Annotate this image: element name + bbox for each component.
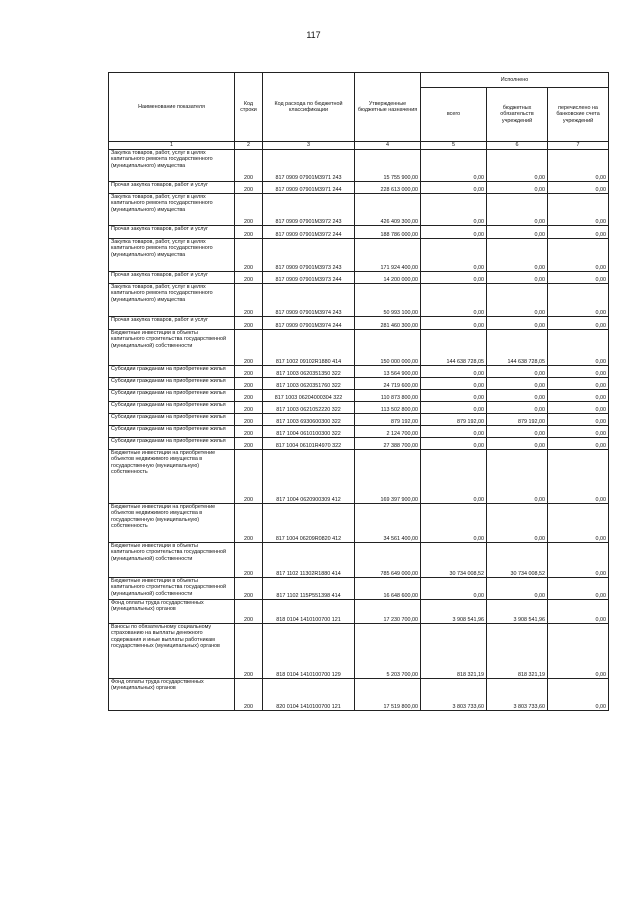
- row-total: 0,00: [421, 390, 487, 402]
- row-name: Закупка товаров, работ, услуг в целях капитального ремонта государственного (муниципального) имущества: [109, 194, 235, 226]
- row-obligations: 0,00: [487, 438, 548, 450]
- table-row: [109, 450, 609, 504]
- row-name: Субсидии гражданам на приобретение жилья: [109, 414, 235, 426]
- header-total: всего: [421, 88, 487, 142]
- row-obligations: 0,00: [487, 317, 548, 330]
- table-row: [109, 402, 609, 414]
- row-kbk: 817 0909 07901M3971 243: [263, 150, 355, 182]
- row-code: 200: [235, 284, 263, 317]
- row-approved: 228 613 000,00: [355, 182, 421, 194]
- row-obligations: 879 192,00: [487, 414, 548, 426]
- row-total: 3 803 733,60: [421, 679, 487, 711]
- row-name: Прочая закупка товаров, работ и услуг: [109, 182, 235, 194]
- table-row: [109, 578, 609, 600]
- row-total: 0,00: [421, 426, 487, 438]
- row-name: Бюджетные инвестиции в объекты капитального строительства государственной (муниципальной) собственности: [109, 578, 235, 600]
- row-obligations: 0,00: [487, 284, 548, 317]
- row-obligations: 0,00: [487, 366, 548, 378]
- row-name: Закупка товаров, работ, услуг в целях капитального ремонта государственного (муниципального) имущества: [109, 239, 235, 272]
- row-name: Субсидии гражданам на приобретение жилья: [109, 402, 235, 414]
- column-number: 3: [263, 142, 355, 150]
- column-number: 1: [109, 142, 235, 150]
- row-name: Закупка товаров, работ, услуг в целях капитального ремонта государственного (муниципального) имущества: [109, 150, 235, 182]
- row-kbk: 820 0104 1410100700 121: [263, 679, 355, 711]
- table-row: [109, 366, 609, 378]
- row-code: 200: [235, 414, 263, 426]
- table-row: [109, 414, 609, 426]
- row-approved: 426 409 300,00: [355, 194, 421, 226]
- row-obligations: 0,00: [487, 182, 548, 194]
- table-row: [109, 438, 609, 450]
- row-total: 0,00: [421, 438, 487, 450]
- row-name: Фонд оплаты труда государственных (муниципальных) органов: [109, 679, 235, 711]
- row-total: 0,00: [421, 578, 487, 600]
- row-transferred: 0,00: [548, 226, 609, 239]
- row-transferred: 0,00: [548, 543, 609, 578]
- row-code: 200: [235, 402, 263, 414]
- row-total: 3 908 541,96: [421, 600, 487, 624]
- row-obligations: 0,00: [487, 194, 548, 226]
- table-row: [109, 504, 609, 543]
- row-total: 144 638 728,05: [421, 330, 487, 366]
- row-obligations: 0,00: [487, 272, 548, 284]
- row-total: 818 321,19: [421, 624, 487, 679]
- row-total: 0,00: [421, 504, 487, 543]
- header-budget-obligations: бюджетных обязательств учреждений: [487, 88, 548, 142]
- row-kbk: 817 1003 0620351760 322: [263, 378, 355, 390]
- row-obligations: 818 321,19: [487, 624, 548, 679]
- row-total: 0,00: [421, 272, 487, 284]
- row-code: 200: [235, 543, 263, 578]
- table-row: [109, 543, 609, 578]
- row-total: 0,00: [421, 284, 487, 317]
- row-name: Бюджетные инвестиции в объекты капитального строительства государственной (муниципальной) собственности: [109, 330, 235, 366]
- row-kbk: 817 1004 0610100300 322: [263, 426, 355, 438]
- row-code: 200: [235, 600, 263, 624]
- row-approved: 169 397 900,00: [355, 450, 421, 504]
- row-total: 0,00: [421, 239, 487, 272]
- row-approved: 110 873 800,00: [355, 390, 421, 402]
- row-approved: 5 203 700,00: [355, 624, 421, 679]
- row-kbk: 817 1004 06209R0820 412: [263, 504, 355, 543]
- execution-report-table: [108, 72, 609, 711]
- table-row: [109, 426, 609, 438]
- row-kbk: 817 0909 07901M3972 244: [263, 226, 355, 239]
- row-transferred: 0,00: [548, 426, 609, 438]
- row-name: Бюджетные инвестиции на приобретение объектов недвижимого имущества в государственную (муниципальную) собственность: [109, 450, 235, 504]
- row-kbk: 817 1002 09102R1880 414: [263, 330, 355, 366]
- row-kbk: 818 0104 1410100700 129: [263, 624, 355, 679]
- row-transferred: 0,00: [548, 239, 609, 272]
- row-name: Субсидии гражданам на приобретение жилья: [109, 378, 235, 390]
- row-obligations: 0,00: [487, 504, 548, 543]
- row-transferred: 0,00: [548, 390, 609, 402]
- row-kbk: 817 1003 0620351350 322: [263, 366, 355, 378]
- row-obligations: 3 908 541,96: [487, 600, 548, 624]
- row-obligations: 0,00: [487, 426, 548, 438]
- row-kbk: 817 1102 115P551398 414: [263, 578, 355, 600]
- table-row: [109, 272, 609, 284]
- row-approved: 27 388 700,00: [355, 438, 421, 450]
- row-code: 200: [235, 366, 263, 378]
- row-transferred: 0,00: [548, 450, 609, 504]
- row-total: 0,00: [421, 226, 487, 239]
- column-number: 2: [235, 142, 263, 150]
- row-obligations: 0,00: [487, 150, 548, 182]
- table-row: [109, 284, 609, 317]
- row-code: 200: [235, 150, 263, 182]
- row-name: Прочая закупка товаров, работ и услуг: [109, 226, 235, 239]
- row-obligations: 3 803 733,60: [487, 679, 548, 711]
- row-kbk: 817 0909 07901M3973 244: [263, 272, 355, 284]
- row-transferred: 0,00: [548, 402, 609, 414]
- row-transferred: 0,00: [548, 679, 609, 711]
- row-obligations: 0,00: [487, 450, 548, 504]
- row-obligations: 0,00: [487, 578, 548, 600]
- row-obligations: 0,00: [487, 390, 548, 402]
- column-number: 4: [355, 142, 421, 150]
- row-total: 0,00: [421, 150, 487, 182]
- row-code: 200: [235, 272, 263, 284]
- row-code: 200: [235, 438, 263, 450]
- row-approved: 188 786 000,00: [355, 226, 421, 239]
- table-row: [109, 390, 609, 402]
- row-approved: 879 192,00: [355, 414, 421, 426]
- row-name: Субсидии гражданам на приобретение жилья: [109, 366, 235, 378]
- row-total: 0,00: [421, 378, 487, 390]
- row-kbk: 817 1003 6930600300 322: [263, 414, 355, 426]
- row-approved: 15 755 900,00: [355, 150, 421, 182]
- row-code: 200: [235, 504, 263, 543]
- header-code: Код строки: [235, 73, 263, 142]
- row-approved: 24 719 600,00: [355, 378, 421, 390]
- row-kbk: 817 0909 07901M3972 243: [263, 194, 355, 226]
- row-approved: 2 124 700,00: [355, 426, 421, 438]
- row-code: 200: [235, 226, 263, 239]
- row-approved: 14 200 000,00: [355, 272, 421, 284]
- row-kbk: 818 0104 1410100700 121: [263, 600, 355, 624]
- column-number: 6: [487, 142, 548, 150]
- row-code: 200: [235, 426, 263, 438]
- table-row: [109, 194, 609, 226]
- row-code: 200: [235, 679, 263, 711]
- row-total: 0,00: [421, 402, 487, 414]
- row-transferred: 0,00: [548, 150, 609, 182]
- row-obligations: 0,00: [487, 239, 548, 272]
- row-name: Закупка товаров, работ, услуг в целях капитального ремонта государственного (муниципального) имущества: [109, 284, 235, 317]
- row-total: 0,00: [421, 194, 487, 226]
- row-total: 0,00: [421, 366, 487, 378]
- row-approved: 171 924 400,00: [355, 239, 421, 272]
- row-code: 200: [235, 578, 263, 600]
- row-approved: 13 564 900,00: [355, 366, 421, 378]
- row-name: Субсидии гражданам на приобретение жилья: [109, 426, 235, 438]
- header-transferred: перечислено на банковские счета учреждений: [548, 88, 609, 142]
- row-code: 200: [235, 317, 263, 330]
- row-name: Фонд оплаты труда государственных (муниципальных) органов: [109, 600, 235, 624]
- row-name: Субсидии гражданам на приобретение жилья: [109, 438, 235, 450]
- page-number: 117: [306, 30, 321, 40]
- row-total: 0,00: [421, 317, 487, 330]
- header-name: Наименование показателя: [109, 73, 235, 142]
- row-code: 200: [235, 624, 263, 679]
- row-kbk: 817 0909 07901M3973 243: [263, 239, 355, 272]
- row-code: 200: [235, 330, 263, 366]
- table-row: [109, 600, 609, 624]
- row-transferred: 0,00: [548, 504, 609, 543]
- row-approved: 50 993 100,00: [355, 284, 421, 317]
- row-approved: 150 000 000,00: [355, 330, 421, 366]
- row-approved: 16 648 600,00: [355, 578, 421, 600]
- row-kbk: 817 0909 07901M3974 243: [263, 284, 355, 317]
- column-number-row: [109, 142, 609, 150]
- row-transferred: 0,00: [548, 272, 609, 284]
- row-obligations: 0,00: [487, 226, 548, 239]
- row-total: 30 734 008,52: [421, 543, 487, 578]
- row-code: 200: [235, 450, 263, 504]
- row-total: 879 192,00: [421, 414, 487, 426]
- table-row: [109, 182, 609, 194]
- row-name: Бюджетные инвестиции в объекты капитального строительства государственной (муниципальной) собственности: [109, 543, 235, 578]
- table-row: [109, 624, 609, 679]
- row-kbk: 817 1003 06204000304 322: [263, 390, 355, 402]
- row-code: 200: [235, 378, 263, 390]
- row-code: 200: [235, 182, 263, 194]
- row-obligations: 0,00: [487, 402, 548, 414]
- row-transferred: 0,00: [548, 366, 609, 378]
- row-total: 0,00: [421, 182, 487, 194]
- row-code: 200: [235, 239, 263, 272]
- row-transferred: 0,00: [548, 194, 609, 226]
- row-approved: 17 230 700,00: [355, 600, 421, 624]
- row-total: 0,00: [421, 450, 487, 504]
- row-obligations: 144 638 728,05: [487, 330, 548, 366]
- row-approved: 281 460 300,00: [355, 317, 421, 330]
- table-row: [109, 378, 609, 390]
- row-transferred: 0,00: [548, 414, 609, 426]
- table-row: [109, 150, 609, 182]
- row-transferred: 0,00: [548, 578, 609, 600]
- row-kbk: 817 0909 07901M3974 244: [263, 317, 355, 330]
- row-obligations: 0,00: [487, 378, 548, 390]
- row-kbk: 817 1102 11302R1880 414: [263, 543, 355, 578]
- table-row: [109, 226, 609, 239]
- table-row: [109, 679, 609, 711]
- row-transferred: 0,00: [548, 284, 609, 317]
- row-transferred: 0,00: [548, 438, 609, 450]
- header-approved: Утвержденные бюджетные назначения: [355, 73, 421, 142]
- row-transferred: 0,00: [548, 378, 609, 390]
- row-transferred: 0,00: [548, 317, 609, 330]
- column-number: 7: [548, 142, 609, 150]
- row-approved: 785 649 000,00: [355, 543, 421, 578]
- row-code: 200: [235, 390, 263, 402]
- row-transferred: 0,00: [548, 330, 609, 366]
- row-kbk: 817 0909 07901M3971 244: [263, 182, 355, 194]
- row-obligations: 30 734 008,52: [487, 543, 548, 578]
- row-transferred: 0,00: [548, 624, 609, 679]
- row-approved: 17 519 800,00: [355, 679, 421, 711]
- header-executed: Исполнено: [421, 73, 609, 88]
- column-number: 5: [421, 142, 487, 150]
- header-kbk: Код расхода по бюджетной классификации: [263, 73, 355, 142]
- row-name: Бюджетные инвестиции на приобретение объектов недвижимого имущества в государственную (муниципальную) собственность: [109, 504, 235, 543]
- table-row: [109, 330, 609, 366]
- row-code: 200: [235, 194, 263, 226]
- row-transferred: 0,00: [548, 182, 609, 194]
- row-kbk: 817 1004 06101R4970 322: [263, 438, 355, 450]
- row-kbk: 817 1003 0621052220 322: [263, 402, 355, 414]
- row-approved: 34 561 400,00: [355, 504, 421, 543]
- row-name: Субсидии гражданам на приобретение жилья: [109, 390, 235, 402]
- table-row: [109, 239, 609, 272]
- table-row: [109, 317, 609, 330]
- row-name: Взносы по обязательному социальному страхованию на выплаты денежного содержания и иные выплаты работникам государственных (муниципальных) органов: [109, 624, 235, 679]
- row-name: Прочая закупка товаров, работ и услуг: [109, 317, 235, 330]
- row-approved: 113 502 800,00: [355, 402, 421, 414]
- row-transferred: 0,00: [548, 600, 609, 624]
- row-name: Прочая закупка товаров, работ и услуг: [109, 272, 235, 284]
- row-kbk: 817 1004 0620900309 412: [263, 450, 355, 504]
